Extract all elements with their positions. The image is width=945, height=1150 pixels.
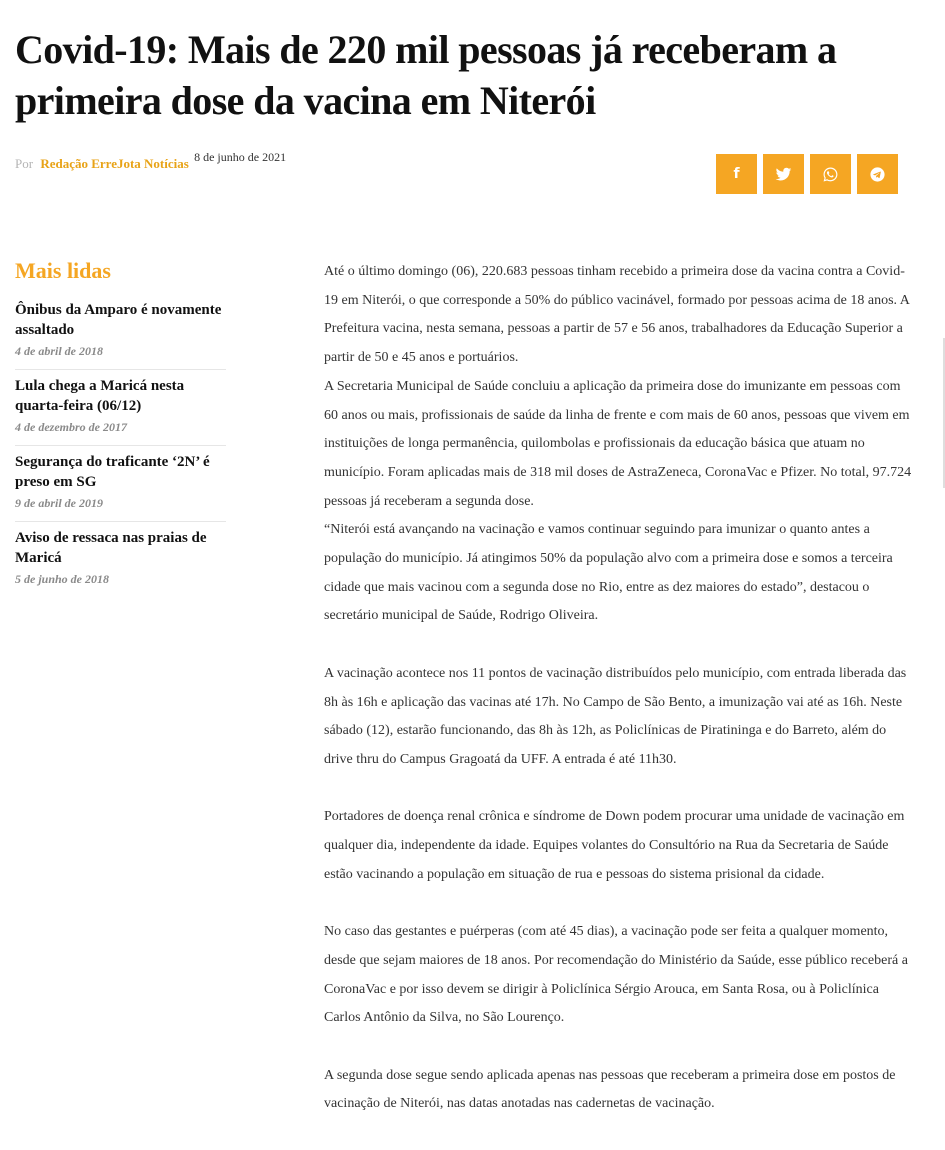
most-read-item[interactable] [15,522,226,597]
share-facebook-button[interactable] [716,154,757,194]
article-paragraph: Portadores de doença renal crônica e síndrome de Down podem procurar uma unidade de vacinação em qualquer dia, independente da idade. Equipes volantes do Consultório na Rua da Secretaria de Saúde estão vacinando a população em situação de rua e pessoas do sistema prisional da cidade. [324,809,905,882]
share-buttons [716,154,898,194]
most-read-item[interactable] [15,370,226,446]
facebook-icon: f [733,166,740,182]
most-read-date: 5 de junho de 2018 [15,572,110,586]
most-read-title[interactable]: Segurança do traficante ‘2N’ é preso em SG [15,454,210,490]
share-whatsapp-button[interactable] [810,154,851,194]
most-read-title[interactable]: Lula chega a Maricá nesta quarta-feira (06/12) [15,378,185,414]
article-paragraph: A Secretaria Municipal de Saúde concluiu a aplicação da primeira dose do imunizante em pessoas com 60 anos ou mais, profissionais de saúde da linha de frente e com mais de 60 anos, pessoas que vivem em instituições de longa permanência, quilombolas e profissionais da educação básica que atuam no município. Foram aplicadas mais de 318 mil doses de AstraZeneca, CoronaVac e Pfizer. No total, 97.724 pessoas já receberam a segunda dose. [324,378,912,509]
most-read-title[interactable]: Aviso de ressaca nas praias de Maricá [15,530,207,566]
share-telegram-button[interactable] [857,154,898,194]
article-paragraph: No caso das gestantes e puérperas (com até 45 dias), a vacinação pode ser feita a qualquer momento, desde que sejam maiores de 18 anos. Por recomendação do Ministério da Saúde, esse público receberá a CoronaVac e por isso devem se dirigir à Policlínica Sérgio Arouca, em Santa Rosa, ou à Policlínica Carlos Antônio da Silva, no São Lourenço. [324,924,908,1026]
author-link[interactable]: Redação ErreJota Notícias [40,156,189,171]
publish-date: 8 de junho de 2021 [194,150,287,164]
most-read-date: 4 de abril de 2018 [15,344,103,358]
most-read-heading: Mais lidas [15,258,111,283]
by-label: Por [15,156,34,171]
telegram-icon [869,166,886,183]
article-meta [15,150,287,172]
article-title: Covid-19: Mais de 220 mil pessoas já receberam a primeira dose da vacina em Niterói [15,27,837,123]
twitter-icon [775,166,792,183]
article-paragraph: “Niterói está avançando na vacinação e vamos continuar seguindo para imunizar o quanto antes a população do município. Já atingimos 50% da população alvo com a primeira dose e somos a terceira cidade que mais vacinou com a segunda dose no Rio, entre as dez maiores do estado”, destacou o secretário municipal de Saúde, Rodrigo Oliveira. [324,522,893,624]
most-read-title[interactable]: Ônibus da Amparo é novamente assaltado [15,302,222,338]
share-twitter-button[interactable] [763,154,804,194]
most-read-date: 4 de dezembro de 2017 [15,420,127,434]
most-read-sidebar [15,258,226,597]
article-paragraph: A vacinação acontece nos 11 pontos de vacinação distribuídos pelo município, com entrada liberada das 8h às 16h e aplicação das vacinas até 17h. No Campo de São Bento, a imunização vai até as 16h. Neste sábado (12), estarão funcionando, das 8h às 12h, as Policlínicas de Piratininga e do Barreto, além do drive thru do Campus Gragoatá da UFF. A entrada é até 11h30. [324,665,907,767]
whatsapp-icon [822,166,839,183]
article-body [324,258,916,1119]
article-paragraph: Até o último domingo (06), 220.683 pessoas tinham recebido a primeira dose da vacina contra a Covid-19 em Niterói, o que corresponde a 50% do público vacinável, formado por pessoas acima de 18 anos. A Prefeitura vacina, nesta semana, pessoas a partir de 57 e 56 anos, trabalhadores da Educação Superior a partir de 50 e 45 anos e portuários. [324,264,910,366]
article-paragraph: A segunda dose segue sendo aplicada apenas nas pessoas que receberam a primeira dose em postos de vacinação de Niterói, nas datas anotadas nas cadernetas de vacinação. [324,1067,896,1112]
most-read-item[interactable] [15,446,226,522]
most-read-date: 9 de abril de 2019 [15,496,103,510]
most-read-item[interactable] [15,294,226,370]
